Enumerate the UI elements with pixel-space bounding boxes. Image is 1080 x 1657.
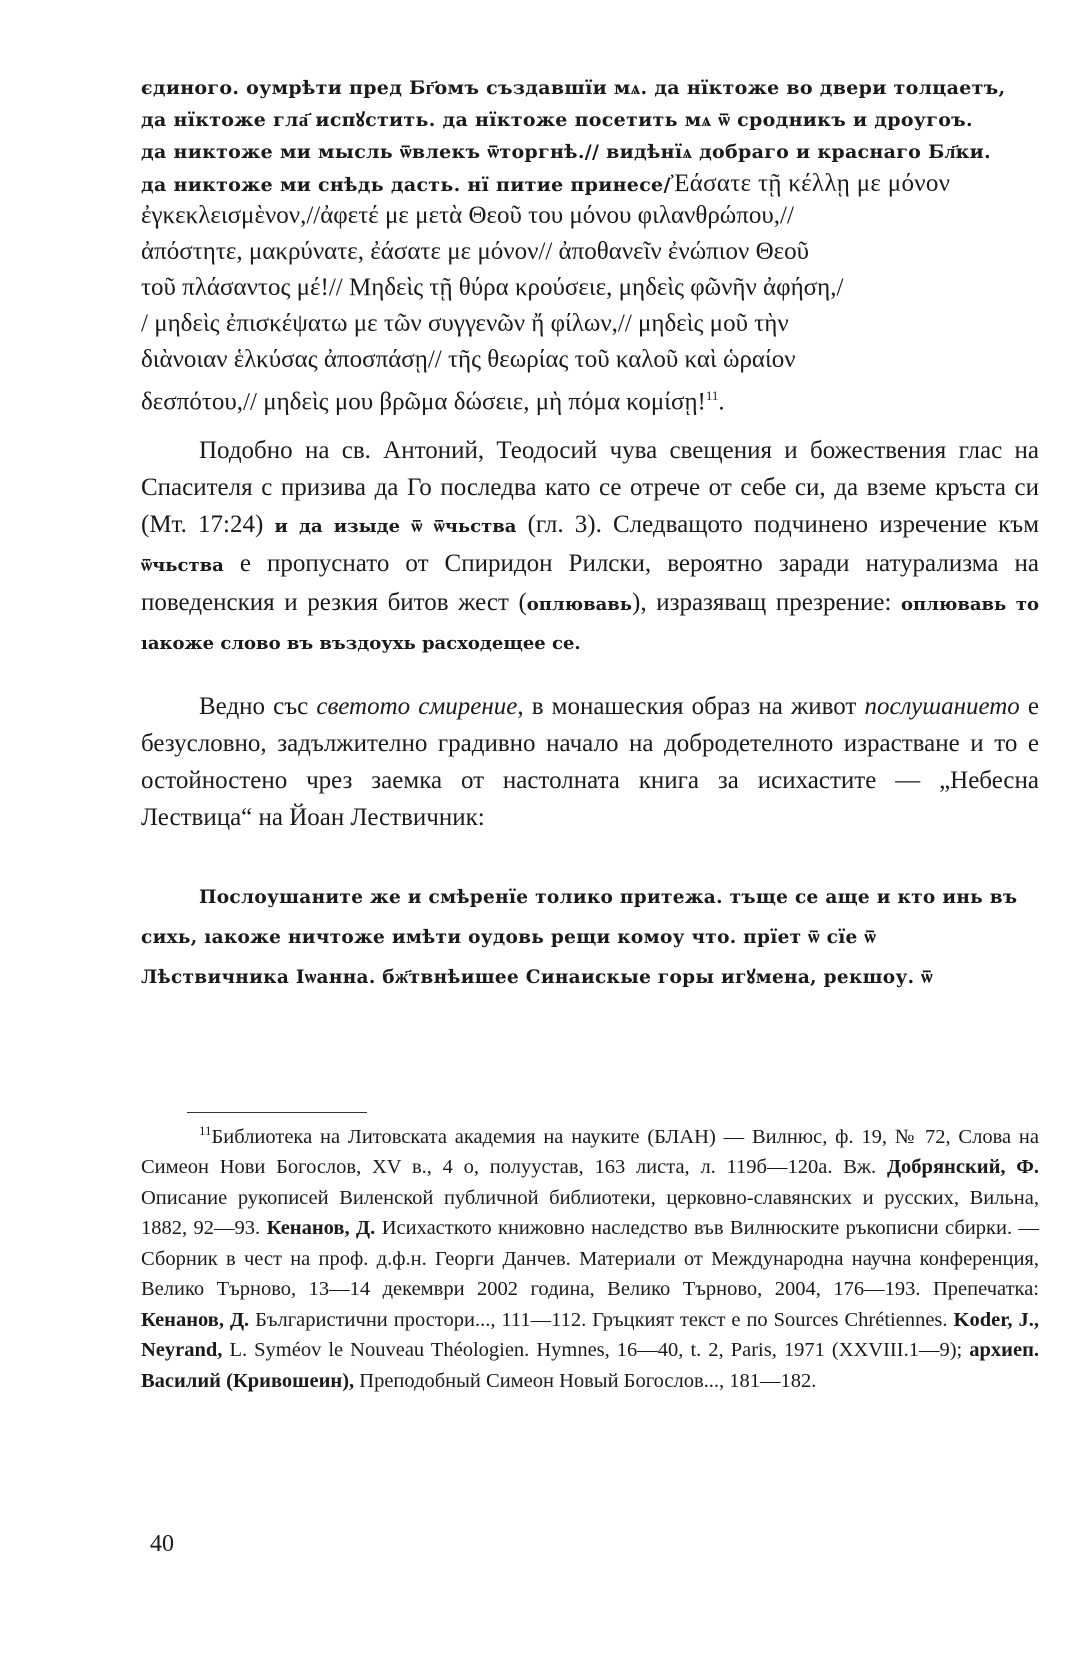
- slavonic-line-text: да никтоже ми снѣдь дасть. нї питие принесе/: [141, 174, 671, 196]
- para-text: (гл. 3). Следващото подчинено изречение към: [527, 511, 1040, 538]
- greek-end-period: .: [718, 388, 725, 416]
- greek-line: ἀπόστητε, μακρύνατε, ἐάσατε με μόνον// ἀποθανεῖν ἐνώπιον Θεοῦ: [141, 238, 809, 265]
- footnote-text: Българистични простори..., 111—112. Гръцкият текст е по Sources Chrétiennes.: [255, 1308, 948, 1331]
- author-name: Кенанов, Д.: [141, 1308, 250, 1331]
- greek-quote: [141, 198, 1039, 420]
- slavonic-line: Лѣствичника Іѡанна. бж҃твнѣишее Синаискые горы игꙋмена, рекшоу. ѿ: [141, 967, 933, 988]
- greek-line: τοῦ πλάσαντος μέ!// Μηδεὶς τῇ θύρα κρούσειε, μηδεὶς φῶνῆν ἀφήση,/: [141, 274, 844, 301]
- paragraph-humility: [141, 688, 1039, 836]
- para-text: е пропуснато от Спиридон Рилски, вероятно заради натурализма на поведенския и резкия битов жест (: [141, 550, 1040, 616]
- slavonic-quote-bottom: [141, 878, 1039, 998]
- para-text: ), изразяващ презрение:: [632, 589, 892, 616]
- page-number: 40: [150, 1531, 174, 1557]
- greek-quote-start: Ἐάσατε τῇ κέλλῃ με μόνον: [670, 170, 951, 197]
- author-name: Кенанов, Д.: [266, 1217, 376, 1240]
- slavonic-line: да нїктоже гла҃ испꙋстить. да нїктоже посетить мѧ ѿ сродникъ и дроугоъ.: [141, 109, 973, 131]
- greek-line: ἐγκεκλεισμὲνον,//ἀφετέ με μετὰ Θεοῦ του μόνου φιλανθρώπου,//: [141, 202, 794, 229]
- slavonic-inline: и да изыде ѿ ѿчьства: [274, 516, 517, 537]
- greek-line: διὰνοιαν ἑλκύσας ἀποσπάσῃ// τῆς θεωρίας τοῦ καλοῦ καὶ ὡραίον: [141, 346, 796, 373]
- italic-term: послушанието: [864, 693, 1020, 720]
- slavonic-quote-top: [141, 72, 1039, 201]
- slavonic-line: сихь, ıакоже ничтоже имѣти оудовь рещи комоу что. прїет ѿ сїе ѿ: [141, 927, 877, 948]
- italic-term: светото смирение: [316, 693, 518, 720]
- slavonic-inline: ѿчьства: [141, 555, 224, 576]
- slavonic-line: Послоушаните же и смѣренїе толико притежа. тъще се аще и кто инь въ: [199, 887, 1018, 908]
- para-text: Ведно със: [199, 693, 309, 720]
- slavonic-line: [141, 168, 1039, 201]
- footnote-ref: 11: [705, 388, 719, 403]
- paragraph-antony: [141, 432, 1039, 662]
- footnote-text: L. Syméov le Nouveau Théologien. Hymnes, 16—40, t. 2, Paris, 1971 (XXVIII.1—9);: [229, 1339, 963, 1362]
- footnote: [141, 1108, 1039, 1396]
- greek-line: [141, 378, 1039, 420]
- para-text: Подобно на св. Антоний, Теодосий чува свещения и божествения глас на Спасителя с призива да Го последва като се отрече от себе си, да вземе кръста си (Мт. 17:24): [141, 437, 1039, 538]
- author-name: архиеп. Василий (Кривошеин),: [141, 1339, 1040, 1392]
- author-name: Koder, J., Neyrand,: [141, 1308, 1040, 1362]
- para-text: е безусловно, задължително градивно начало на добродетелното израстване и то е остойностено чрез заемка от настолната книга за исихастите — „Небесна Лествица“ на Йоан Лествичник:: [141, 693, 1039, 831]
- footnote-number: 11: [199, 1123, 212, 1138]
- footnote-text: Преподобный Симеон Новый Богослов..., 181—182.: [359, 1369, 817, 1392]
- slavonic-inline: оплювавь то ıакоже слово въ въздоухь расходещее се.: [141, 594, 1040, 654]
- footnote-text: Библиотека на Литовската академия на науките (БЛАН) — Вилнюс, ф. 19, № 72, Слова на Симеон Нови Богослов, XV в., 4 о, полуустав, 163 листа, л. 119б—120а. Вж.: [141, 1125, 1039, 1179]
- footnote-text: Исихасткото книжовно наследство във Вилнюските ръкописни сбирки. — Сборник в чест на проф. д.ф.н. Георги Данчев. Материали от Международна научна конференция, Велико Търново, 13—14 декември 2002 година, Велико Търново, 2004, 176—193. Препечатка:: [141, 1217, 1040, 1301]
- greek-line-text: δεσπότου,// μηδεὶς μου βρῶμα δώσειε, μὴ πόμα κομίσῃ!: [141, 388, 706, 416]
- slavonic-inline: оплювавь: [526, 594, 633, 615]
- greek-line: / μηδεὶς ἐπισκέψατω με τῶν συγγενῶν ἤ φίλων,// μηδεὶς μοῦ τὴν: [141, 310, 789, 337]
- footnote-text: Описание рукописей Виленской публичной библиотеки, церковно-славянских и русских, Вильна, 1882, 92—93.: [141, 1186, 1039, 1240]
- slavonic-line: єдиного. оумрѣти пред Бг҃омъ създавшїи мѧ. да нїктоже во двери толцаетъ,: [141, 77, 1006, 99]
- author-name: Добрянский, Ф.: [886, 1156, 1039, 1179]
- slavonic-line: да никтоже ми мысль ѿвлекъ ѿторгнѣ.// видѣнїѧ добраго и краснаго Бл҃ки.: [141, 141, 991, 163]
- para-text: , в монашеския образ на живот: [517, 693, 857, 720]
